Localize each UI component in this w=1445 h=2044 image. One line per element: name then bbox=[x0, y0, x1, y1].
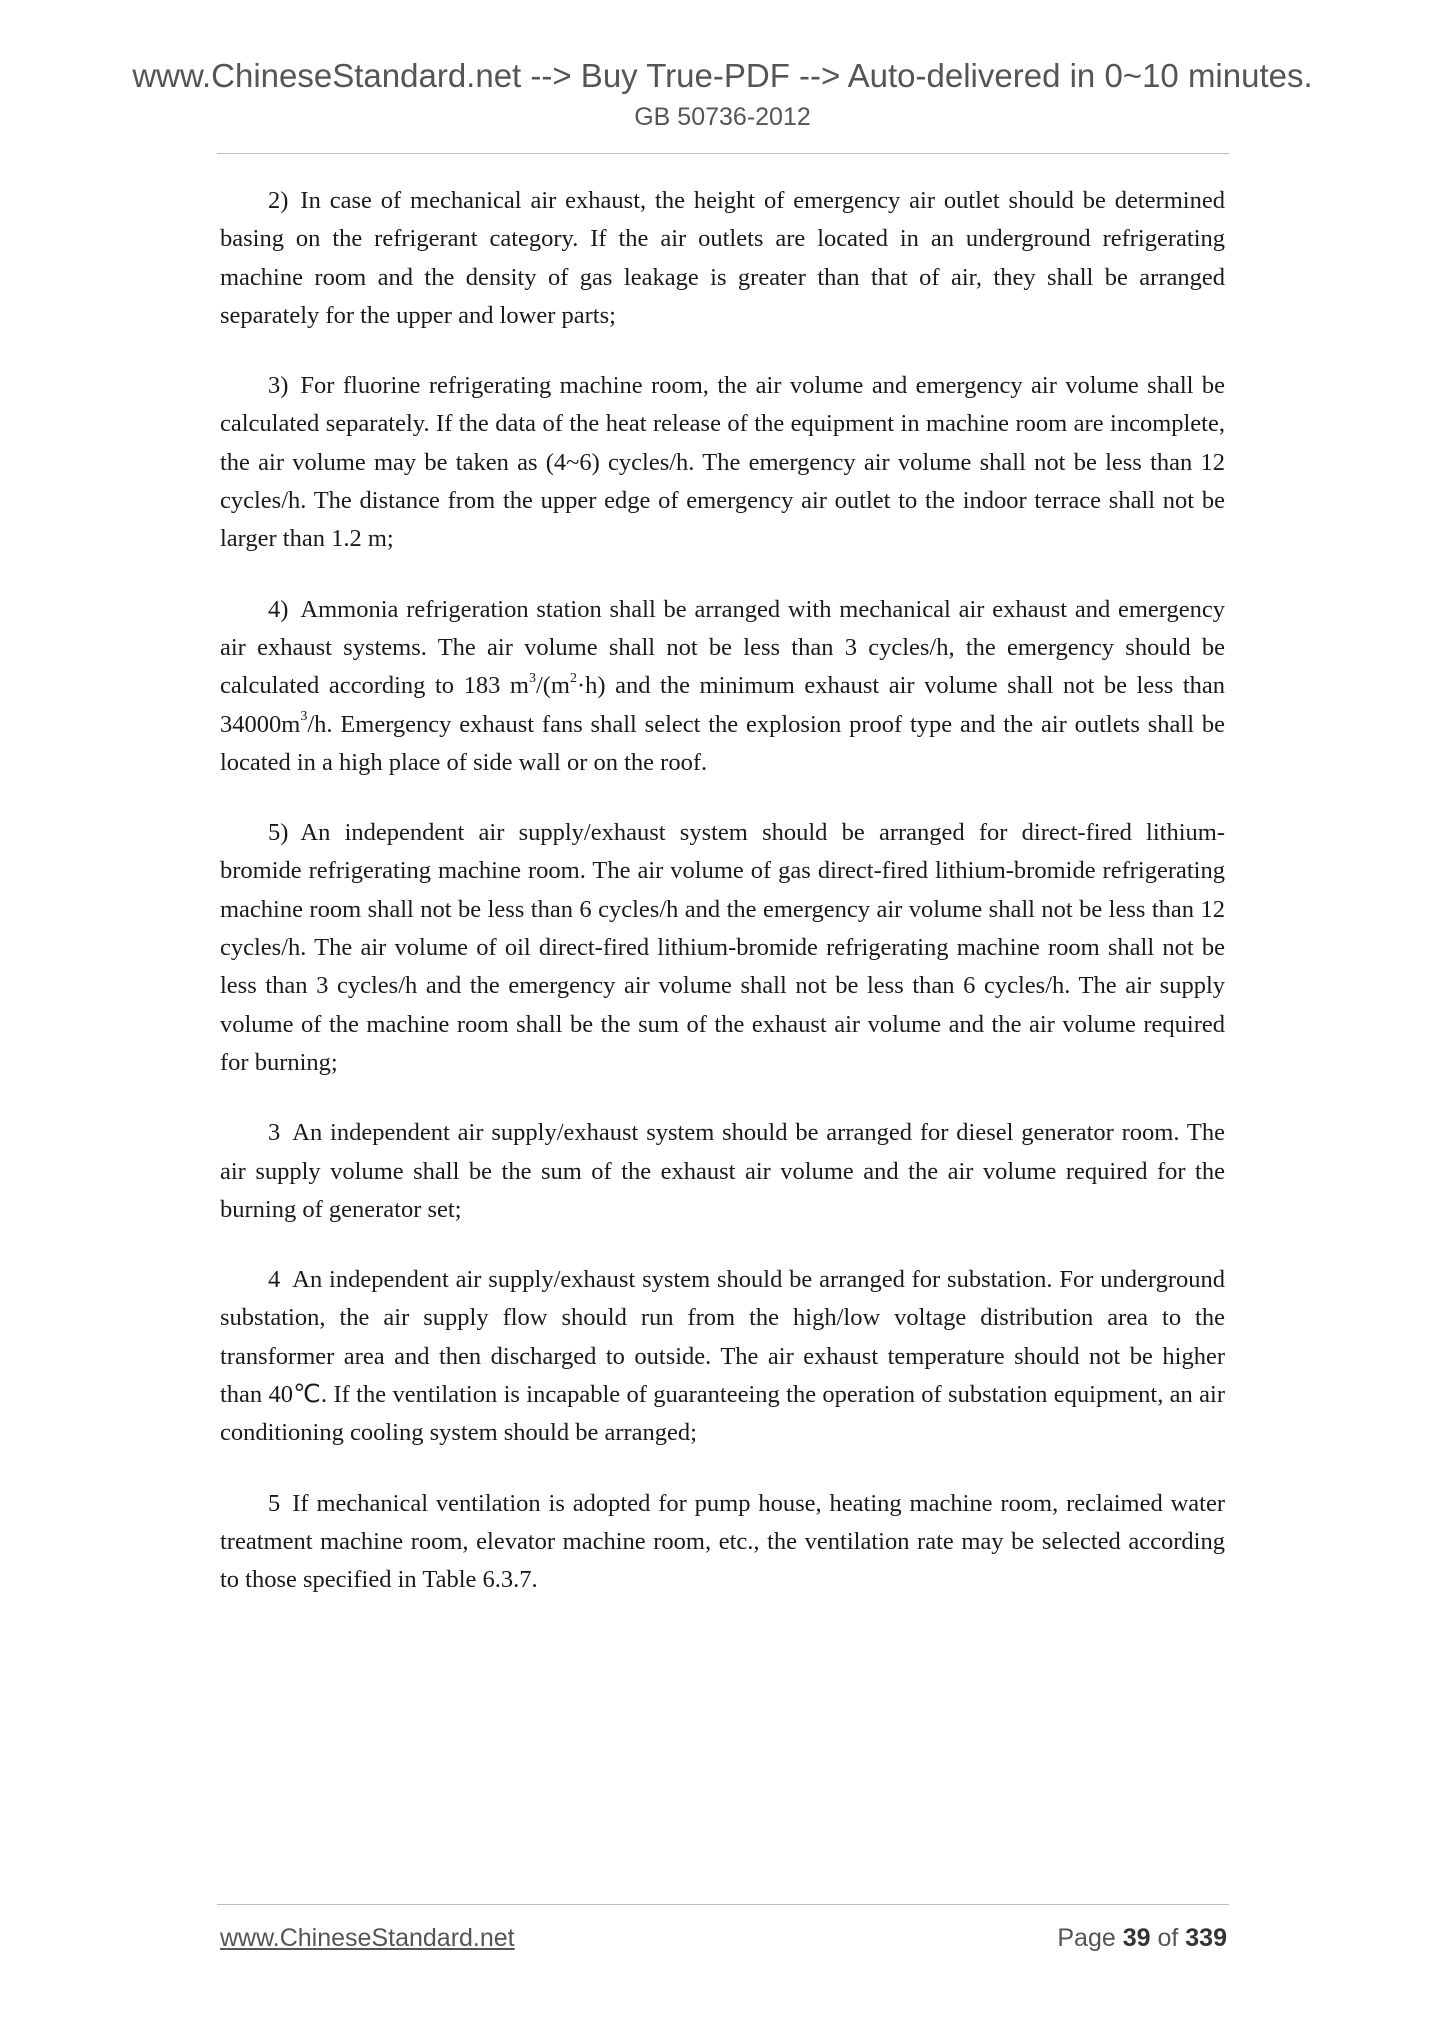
body-content bbox=[220, 182, 1225, 1632]
clause-number: 3 bbox=[268, 1119, 281, 1147]
item-number: 2) bbox=[268, 187, 289, 214]
page-counter bbox=[1057, 1924, 1227, 1953]
item-number: 4) bbox=[268, 595, 289, 623]
paragraph-item-4 bbox=[220, 591, 1225, 782]
item-text-part: ·h) and the minimum exhaust air volume shall not be less than 34000m bbox=[220, 672, 1225, 738]
paragraph-clause-4 bbox=[220, 1261, 1225, 1452]
item-text: For fluorine refrigerating machine room, the air volume and emergency air volume shall be calculated separately. If the data of the heat release of the equipment in machine room are incomplete, the air volume may be taken as (4~6) cycles/h. The emergency air volume shall not be less than 12 cycles/h. The distance from the upper edge of emergency air outlet to the indoor terrace shall not be larger than 1.2 m; bbox=[220, 372, 1225, 553]
clause-number: 4 bbox=[268, 1266, 281, 1294]
superscript: 3 bbox=[300, 709, 308, 725]
item-text: An independent air supply/exhaust system should be arranged for direct-fired lithium-bromide refrigerating machine room. The air volume of gas direct-fired lithium-bromide refrigerating machine room shall not be less than 6 cycles/h and the emergency air volume shall not be less than 12 cycles/h. The air volume of oil direct-fired lithium-bromide refrigerating machine room shall not be less than 3 cycles/h and the emergency air volume shall not be less than 6 cycles/h. The air supply volume of the machine room shall be the sum of the exhaust air volume and the air volume required for burning; bbox=[220, 819, 1225, 1076]
item-text-part: /(m bbox=[535, 672, 570, 700]
clause-number: 5 bbox=[268, 1489, 281, 1517]
item-text: In case of mechanical air exhaust, the height of emergency air outlet should be determined basing on the refrigerant category. If the air outlets are located in an underground refrigerating machine room and the density of gas leakage is greater than that of air, they shall be arranged separately for the upper and lower parts; bbox=[220, 187, 1225, 329]
paragraph-clause-5 bbox=[220, 1485, 1225, 1600]
paragraph-clause-3 bbox=[220, 1114, 1225, 1229]
superscript: 3 bbox=[528, 671, 536, 687]
document-number: GB 50736-2012 bbox=[634, 103, 811, 131]
footer-website-link[interactable]: www.ChineseStandard.net bbox=[220, 1924, 515, 1952]
header-banner: www.ChineseStandard.net --> Buy True-PDF --> Auto-delivered in 0~10 minutes. bbox=[132, 57, 1313, 94]
item-text-part: /h. Emergency exhaust fans shall select the explosion proof type and the air outlets shall be located in a high place of side wall or on the roof. bbox=[220, 710, 1225, 776]
item-text-part: Ammonia refrigeration station shall be arranged with mechanical air exhaust and emergency air exhaust systems. The air volume shall not be less than 3 cycles/h, the emergency should be calculated according to 183 m bbox=[220, 595, 1225, 700]
page-prefix: Page bbox=[1057, 1924, 1116, 1952]
superscript: 2 bbox=[569, 671, 577, 687]
paragraph-item-3 bbox=[220, 367, 1225, 558]
page-current: 39 bbox=[1122, 1924, 1151, 1952]
page-total: 339 bbox=[1185, 1924, 1227, 1952]
clause-text: An independent air supply/exhaust system should be arranged for diesel generator room. The air supply volume shall be the sum of the exhaust air volume and the air volume required for the burning of generator set; bbox=[220, 1119, 1225, 1223]
clause-text: If mechanical ventilation is adopted for pump house, heating machine room, reclaimed water treatment machine room, elevator machine room, etc., the ventilation rate may be selected according to those specified in Table 6.3.7. bbox=[220, 1489, 1225, 1594]
clause-text: An independent air supply/exhaust system should be arranged for substation. For underground substation, the air supply flow should run from the high/low voltage distribution area to the transformer area and then discharged to outside. The air exhaust temperature should not be higher than 40℃. If the ventilation is incapable of guaranteeing the operation of substation equipment, an air conditioning cooling system should be arranged; bbox=[220, 1266, 1225, 1447]
page-of: of bbox=[1157, 1924, 1179, 1952]
paragraph-item-2 bbox=[220, 182, 1225, 335]
item-number: 3) bbox=[268, 372, 289, 400]
paragraph-item-5 bbox=[220, 814, 1225, 1082]
item-number: 5) bbox=[268, 819, 289, 847]
header-divider bbox=[217, 153, 1229, 154]
footer-divider bbox=[217, 1904, 1229, 1905]
